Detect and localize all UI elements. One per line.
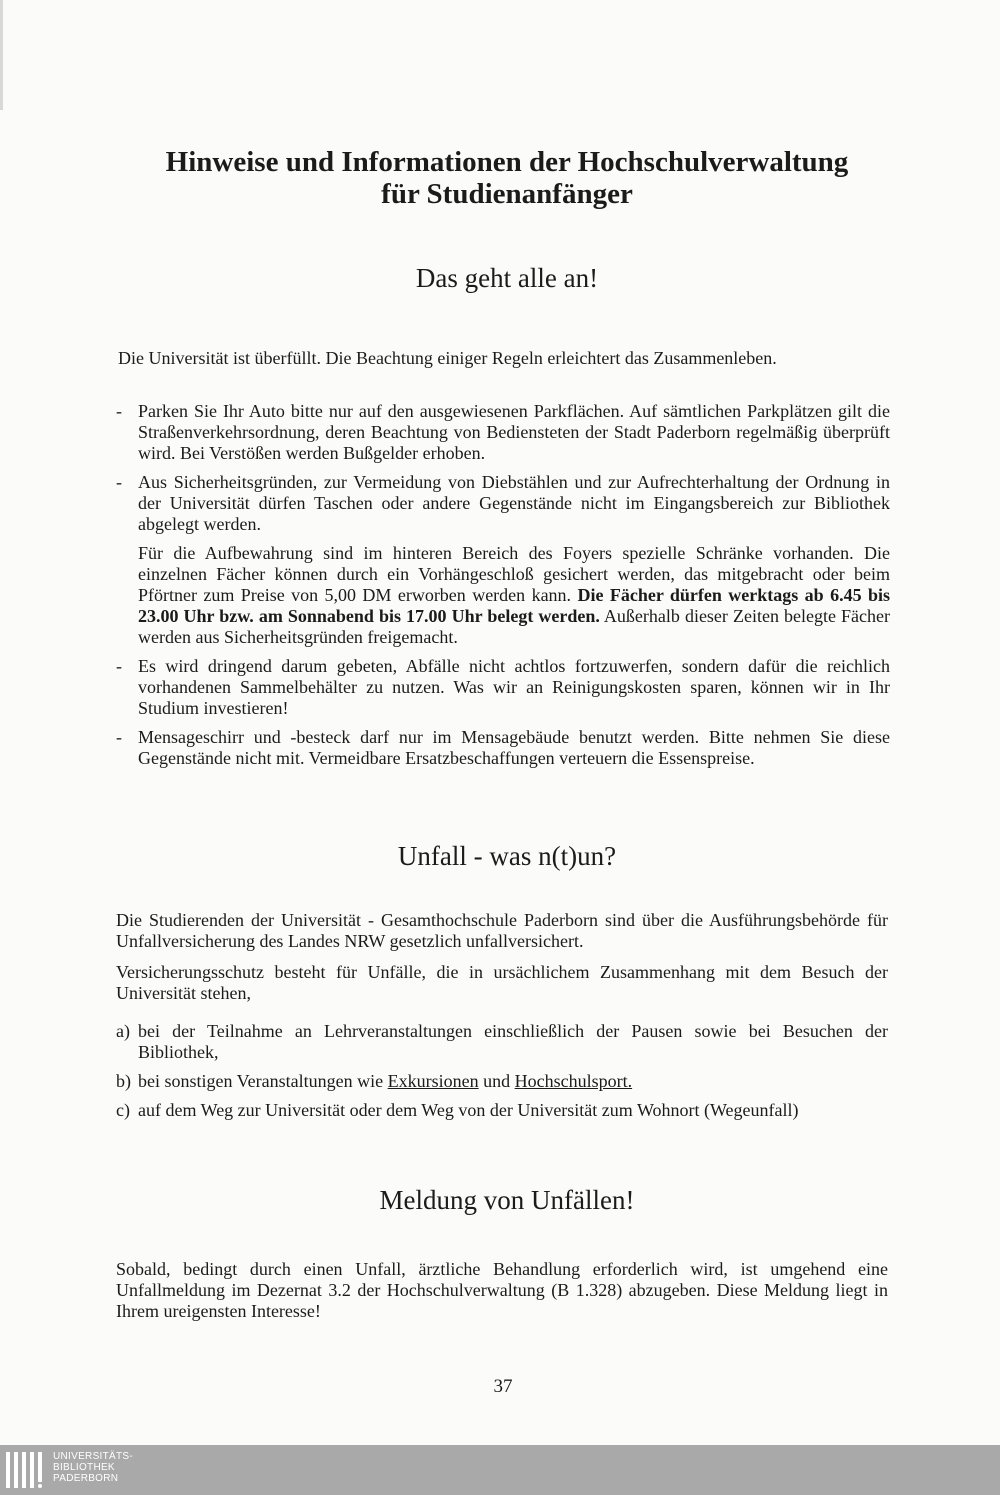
item-b-marker: b) (116, 1071, 131, 1091)
item-c-marker: c) (116, 1100, 130, 1120)
library-logo-icon (6, 1452, 46, 1488)
lockers-text-end: Außerhalb dieser Zeiten belegte Fächer werden aus Sicherheitsgründen freigemacht. (138, 606, 890, 647)
section-heading-unfall: Unfall - was n(t)un? (397, 841, 617, 871)
bullet-waste-text: Es wird dringend darum gebeten, Abfälle nicht achtlos fortzuwerfen, sondern dafür die reichlich vorhandenen Sammelbehälter zu nutzen. Was wir an Reinigungskosten sparen, können wir in Ihr Studium investieren! (138, 656, 890, 718)
library-logo-text (53, 1451, 133, 1484)
bullet-mensa (116, 727, 890, 769)
section1-bullet-list (116, 401, 890, 769)
section-heading-meldung: Meldung von Unfällen! (379, 1185, 635, 1215)
logo-line-1: UNIVERSITÄTS- (53, 1451, 134, 1462)
page-title-line-1: Hinweise und Informationen der Hochschulverwaltung (165, 146, 849, 178)
section2-para-1: Die Studierenden der Universität - Gesamthochschule Paderborn sind über die Ausführungsbehörde für Unfallversicherung des Landes NRW gesetzlich unfallversichert. (116, 910, 888, 951)
lockers-text: Für die Aufbewahrung sind im hinteren Bereich des Foyers spezielle Schränke vorhanden. Die einzelnen Fächer können durch ein Vorhängeschloß gesichert werden, das mitgebracht oder beim Pförtner zum Preise von 5,00 DM erworben werden kann. (138, 543, 890, 605)
item-b-mid: und (478, 1071, 515, 1091)
lockers-paragraph (116, 543, 890, 648)
bullet-parking (116, 401, 890, 464)
section1-intro: Die Universität ist überfüllt. Die Beachtung einiger Regeln erleichtert das Zusammenleben. (118, 348, 777, 368)
bullet-security (116, 472, 890, 535)
bullet-dash: - (116, 472, 122, 492)
logo-line-2: BIBLIOTHEK (53, 1462, 115, 1473)
insurance-item-c (116, 1100, 888, 1121)
bullet-dash: - (116, 727, 122, 747)
library-footer-bar (0, 1445, 1000, 1495)
insurance-item-a (116, 1021, 888, 1063)
item-a-text: bei der Teilnahme an Lehrveranstaltungen einschließlich der Pausen sowie bei Besuchen der Bibliothek, (138, 1021, 888, 1062)
insurance-list (116, 1021, 888, 1121)
bullet-dash: - (116, 656, 122, 676)
page-number: 37 (493, 1376, 513, 1397)
hochschulsport-underlined: Hochschulsport. (514, 1071, 633, 1091)
page-edge-shadow (0, 0, 3, 110)
bullet-security-text: Aus Sicherheitsgründen, zur Vermeidung von Diebstählen und zur Aufrechterhaltung der Ordnung in der Universität dürfen Taschen oder andere Gegenstände nicht im Eingangsbereich zur Bibliothek abgelegt werden. (138, 472, 890, 534)
item-c-text: auf dem Weg zur Universität oder dem Weg von der Universität zum Wohnort (Wegeunfall) (138, 1100, 799, 1120)
section3-para: Sobald, bedingt durch einen Unfall, ärztliche Behandlung erforderlich wird, ist umgehend eine Unfallmeldung im Dezernat 3.2 der Hochschulverwaltung (B 1.328) abzugeben. Diese Meldung liegt in Ihrem ureigensten Interesse! (116, 1259, 888, 1321)
logo-line-3: PADERBORN (53, 1473, 119, 1484)
bullet-mensa-text: Mensageschirr und -besteck darf nur im Mensagebäude benutzt werden. Bitte nehmen Sie diese Gegenstände nicht mit. Vermeidbare Ersatzbeschaffungen verteuern die Essenspreise. (138, 727, 890, 768)
section-heading-das-geht-alle-an: Das geht alle an! (415, 263, 599, 293)
bullet-dash: - (116, 401, 122, 421)
lockers-hours-bold: Die Fächer dürfen werktags ab 6.45 bis 23.00 Uhr bzw. am Sonnabend bis 17.00 Uhr belegt werden. (138, 585, 890, 626)
bullet-parking-text: Parken Sie Ihr Auto bitte nur auf den ausgewiesenen Parkflächen. Auf sämtlichen Parkplätzen gilt die Straßenverkehrsordnung, deren Beachtung von Bediensteten der Stadt Paderborn regelmäßig überprüft wird. Bei Verstößen werden Bußgelder erhoben. (138, 401, 890, 463)
section2-para-2: Versicherungsschutz besteht für Unfälle, die in ursächlichem Zusammenhang mit dem Besuch der Universität stehen, (116, 962, 888, 1003)
item-b-text: bei sonstigen Veranstaltungen wie (138, 1071, 388, 1091)
item-a-marker: a) (116, 1021, 130, 1041)
insurance-item-b (116, 1071, 888, 1092)
page-title-line-2: für Studienanfänger (381, 178, 633, 210)
exkursionen-underlined: Exkursionen (387, 1071, 479, 1091)
page-title (0, 146, 1000, 210)
bullet-waste (116, 656, 890, 719)
